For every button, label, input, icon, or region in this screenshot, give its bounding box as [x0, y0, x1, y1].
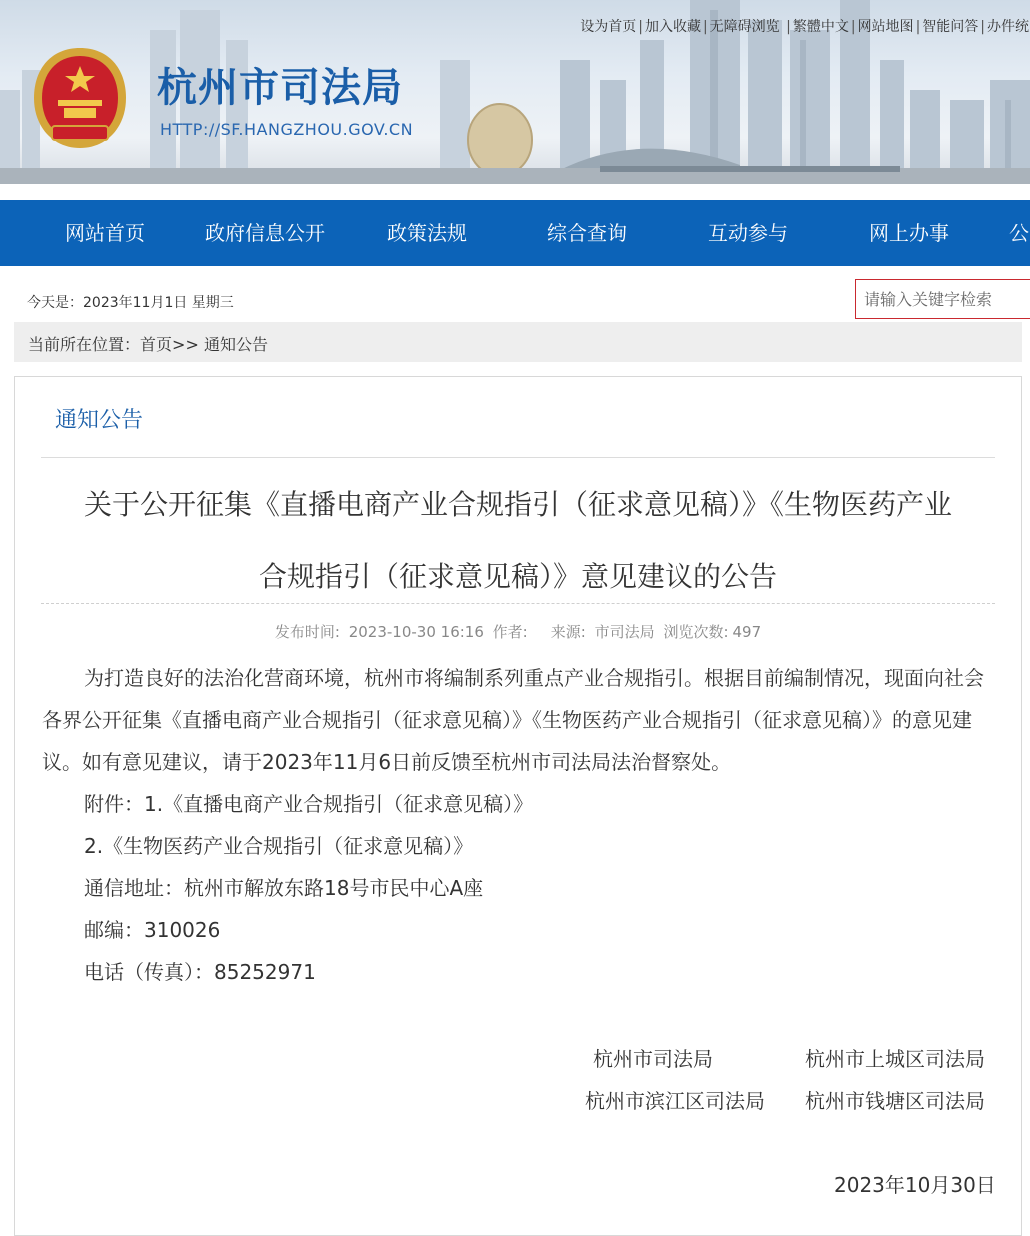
article-meta: [15, 621, 1021, 642]
breadcrumb-separator: >>: [172, 335, 199, 354]
postcode-line: 邮编：310026: [84, 918, 221, 942]
phone-line: 电话（传真）：85252971: [84, 960, 316, 984]
breadcrumb-home-link[interactable]: 首页: [140, 335, 173, 354]
author-label: 作者:: [492, 623, 528, 641]
nav-online-service[interactable]: 网上办事: [869, 221, 949, 245]
article-body: [42, 657, 992, 993]
nav-more[interactable]: 公: [1009, 221, 1029, 245]
publish-time-label: 发布时间:: [274, 623, 340, 641]
section-title: 通知公告: [55, 408, 144, 433]
attachment-2-link[interactable]: 2.《生物医药产业合规指引（征求意见稿）》: [84, 834, 474, 858]
views-value: 497: [732, 623, 762, 641]
article-title-line2: 合规指引（征求意见稿）》意见建议的公告: [258, 560, 777, 593]
top-links-bar: 设为首页 | 加入收藏 | 无障碍浏览 | 繁體中文 | 网站地图 | 智能问答 | 办件统: [580, 19, 1029, 35]
signatory-shangcheng-bureau: 杭州市上城区司法局: [805, 1047, 985, 1071]
nav-gov-info[interactable]: 政府信息公开: [205, 221, 325, 245]
breadcrumb: [28, 332, 268, 355]
nav-query[interactable]: 综合查询: [547, 221, 627, 245]
attachment-1-link[interactable]: 附件：1.《直播电商产业合规指引（征求意见稿）》: [84, 792, 534, 816]
signatory-qiantang-bureau: 杭州市钱塘区司法局: [805, 1089, 985, 1113]
sitemap-link[interactable]: 网站地图: [857, 19, 914, 35]
breadcrumb-current-link[interactable]: 通知公告: [203, 335, 268, 354]
site-url: HTTP://SF.HANGZHOU.GOV.CN: [160, 120, 414, 139]
add-favorite-link[interactable]: 加入收藏: [644, 19, 701, 35]
body-paragraph-intro: 为打造良好的法治化营商环境，杭州市将编制系列重点产业合规指引。根据目前编制情况，现面向社会各界公开征集《直播电商产业合规指引（征求意见稿）》《生物医药产业合规指引（征求意见稿）》的意见建议。如有意见建议，请于2023年11月6日前反馈至杭州市司法局法治督察处。: [42, 666, 984, 774]
content-panel: [14, 376, 1022, 1236]
nav-home[interactable]: 网站首页: [65, 221, 145, 245]
signatory-city-bureau: 杭州市司法局: [593, 1047, 713, 1071]
set-homepage-link[interactable]: 设为首页: [580, 19, 637, 35]
announcement-date: 2023年10月30日: [834, 1173, 996, 1197]
source-value: 市司法局: [594, 623, 655, 641]
address-line: 通信地址：杭州市解放东路18号市民中心A座: [84, 876, 484, 900]
search-input[interactable]: [855, 279, 1030, 319]
article-title-line1: 关于公开征集《直播电商产业合规指引（征求意见稿）》《生物医药产业: [83, 488, 952, 521]
section-divider: [41, 457, 995, 458]
signatory-binjiang-bureau: 杭州市滨江区司法局: [585, 1089, 765, 1113]
accessibility-link[interactable]: 无障碍浏览: [709, 19, 780, 35]
main-nav: [0, 200, 1030, 266]
traditional-chinese-link[interactable]: 繁體中文: [792, 19, 849, 35]
justice-emblem-icon: [28, 44, 132, 152]
site-banner: [0, 0, 1030, 184]
title-divider: [41, 603, 995, 604]
breadcrumb-bar: [14, 322, 1022, 362]
today-date: 今天是：2023年11月1日 星期三: [27, 295, 234, 311]
site-title[interactable]: 杭州市司法局: [157, 65, 403, 111]
nav-policy[interactable]: 政策法规: [387, 221, 467, 245]
breadcrumb-prefix: 当前所在位置：: [28, 335, 141, 354]
service-stats-link[interactable]: 办件统: [987, 19, 1029, 35]
publish-time-value: 2023-10-30 16:16: [348, 623, 484, 641]
views-label: 浏览次数:: [663, 623, 729, 641]
source-label: 来源:: [550, 623, 586, 641]
article-title: [43, 469, 993, 613]
smart-qa-link[interactable]: 智能问答: [922, 19, 979, 35]
nav-interaction[interactable]: 互动参与: [708, 221, 788, 245]
